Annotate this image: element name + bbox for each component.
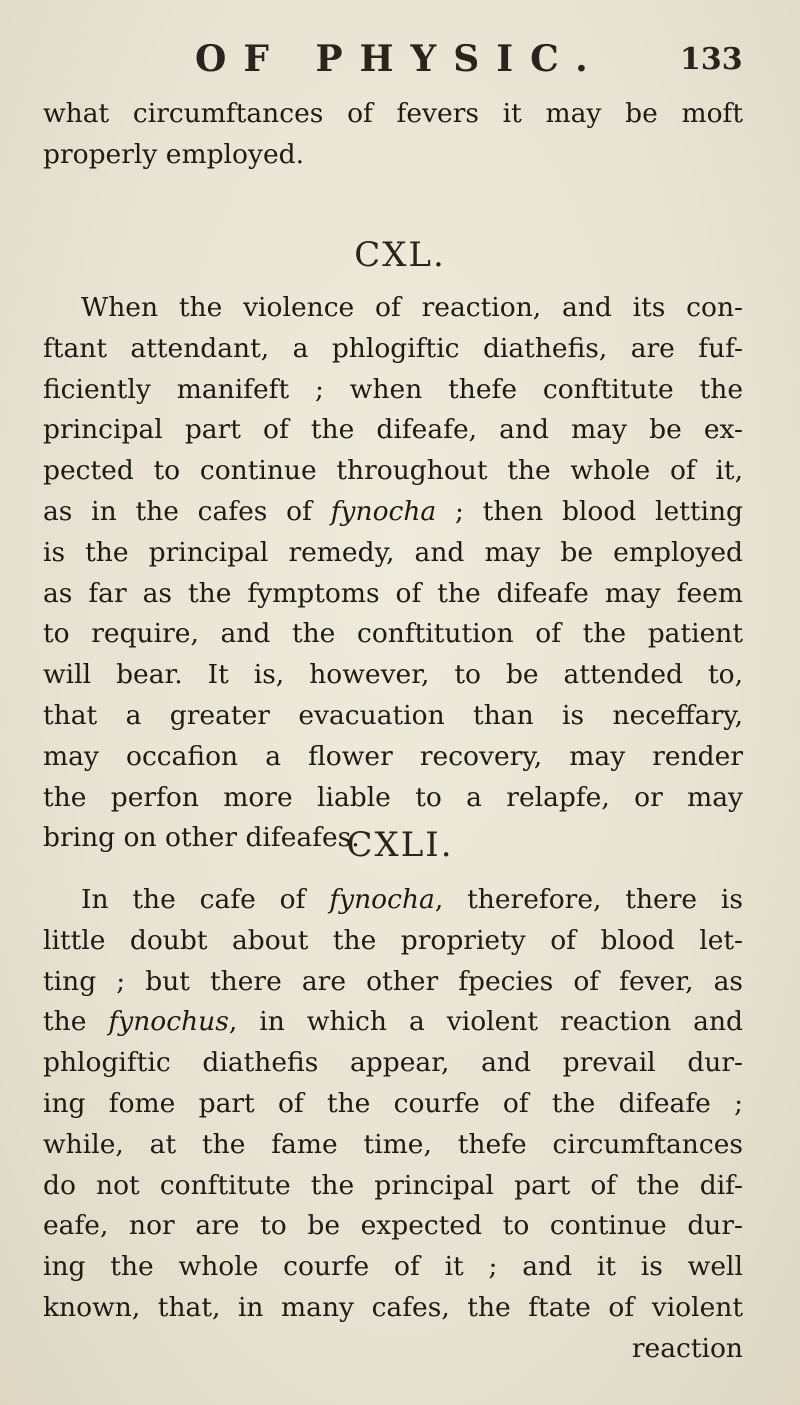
text-line: ficiently manifeft ; when thefe conftitute the bbox=[43, 373, 743, 405]
text-line: phlogiftic diathefis appear, and prevail dur- bbox=[43, 1047, 743, 1079]
text-line: pected to continue throughout the whole of it, bbox=[43, 455, 743, 487]
text-line: as far as the fymptoms of the difeafe may feem bbox=[43, 577, 743, 609]
text-line: what circumftances of fevers it may be moft bbox=[43, 98, 743, 129]
section-cxl-paragraph bbox=[43, 288, 743, 859]
section-cxli-paragraph bbox=[43, 880, 743, 1370]
catchword: reaction bbox=[631, 1332, 743, 1364]
running-title: OF PHYSIC. bbox=[195, 38, 605, 80]
text-line: ing the whole courfe of it ; and it is well bbox=[43, 1251, 743, 1283]
text-line: the fynochus, in which a violent reaction and bbox=[43, 1006, 744, 1038]
text-line: known, that, in many cafes, the ftate of violent bbox=[43, 1291, 743, 1323]
running-head bbox=[0, 38, 800, 88]
text-line: the perfon more liable to a relapfe, or may bbox=[43, 781, 743, 813]
text-line: may occafion a flower recovery, may render bbox=[43, 740, 743, 772]
text-line: little doubt about the propriety of blood let- bbox=[43, 924, 743, 956]
continued-paragraph bbox=[43, 94, 743, 176]
text-line: will bear. It is, however, to be attended to, bbox=[43, 659, 743, 691]
text-line: In the cafe of fynocha, therefore, there is bbox=[81, 884, 743, 915]
text-line: principal part of the difeafe, and may be ex- bbox=[43, 414, 743, 446]
text-line: ing fome part of the courfe of the difeafe ; bbox=[43, 1087, 743, 1119]
section-number-cxli: CXLI. bbox=[346, 825, 454, 865]
text-line: as in the cafes of fynocha ; then blood letting bbox=[43, 495, 743, 527]
page-number: 133 bbox=[680, 42, 743, 77]
text-line: ftant attendant, a phlogiftic diathefis, are fuf- bbox=[43, 332, 743, 364]
text-line: that a greater evacuation than is neceffary, bbox=[43, 699, 743, 731]
text-line: to require, and the conftitution of the patient bbox=[43, 618, 743, 650]
text-line: bring on other difeafes. bbox=[43, 822, 360, 854]
text-line: properly employed. bbox=[43, 138, 305, 170]
text-line: ting ; but there are other fpecies of fever, as bbox=[43, 965, 743, 997]
section-number-cxl: CXL. bbox=[354, 235, 446, 275]
text-line: is the principal remedy, and may be employed bbox=[43, 536, 743, 568]
text-line: while, at the fame time, thefe circumftances bbox=[43, 1128, 743, 1160]
text-line: eafe, nor are to be expected to continue dur- bbox=[43, 1210, 743, 1242]
text-line: do not conftitute the principal part of the dif- bbox=[43, 1169, 743, 1201]
text-line: When the violence of reaction, and its con- bbox=[81, 292, 743, 323]
